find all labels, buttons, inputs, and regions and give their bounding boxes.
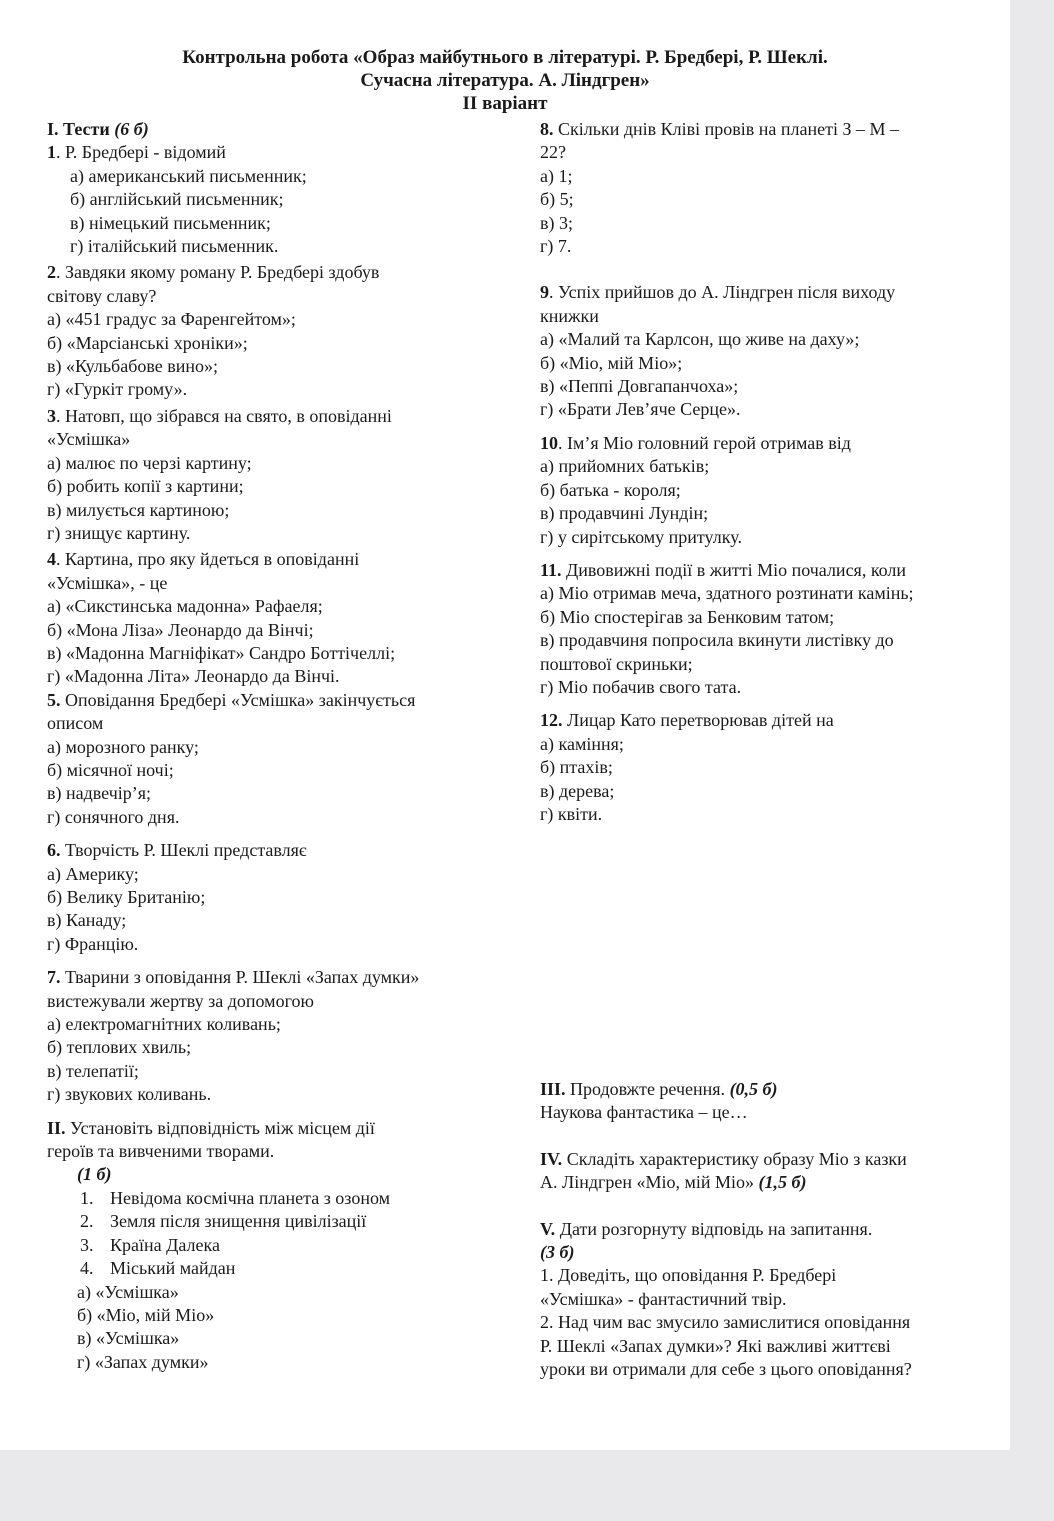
option: г) «Гуркіт грому». (47, 379, 188, 400)
option: г) Міо побачив свого тата. (540, 676, 742, 697)
section-5-line: уроки ви отримали для себе з цього оповідання? (540, 1359, 912, 1380)
option: в) 3; (540, 212, 573, 233)
question-1: 1. Р. Бредбері - відомий а) американський письменник; б) англійський письменник; в) німецький письменник; г) італійський письменник. (47, 141, 419, 258)
place-item: 4. Міський майдан (80, 1258, 236, 1279)
option: в) продавчиня попросила вкинути листівку до (540, 630, 894, 651)
option: а) морозного ранку; (47, 736, 199, 757)
work-item: в) «Усмішка» (77, 1328, 180, 1349)
section-5: V. Дати розгорнуту відповідь на запитання. (3 б) 1. Доведіть, що оповідання Р. Бредбері «Усмішка» - фантастичний твір. 2. Над чим вас змусило замислитися оповідання Р. Шеклі «Запах думки»? Які важливі життєві уроки ви отримали для себе з цього оповідання? (540, 1218, 912, 1382)
option: б) «Марсіанські хроніки»; (47, 332, 248, 353)
option: г) звукових коливань. (47, 1084, 212, 1105)
section-5-line: Р. Шеклі «Запах думки»? Які важливі життєві (540, 1335, 891, 1356)
option: а) «Сикстинська мадонна» Рафаеля; (47, 596, 323, 617)
option: в) продавчині Лундін; (540, 503, 709, 524)
option: в) «Пеппі Довгапанчоха»; (540, 376, 739, 397)
question-9: 9. Успіх прийшов до А. Ліндгрен після виходу книжки а) «Малий та Карлсон, що живе на даху»; б) «Міо, мій Міо»; в) «Пеппі Довгапанчоха»; г) «Брати Лев’яче Серце». (540, 281, 914, 421)
place-item: 1. Невідома космічна планета з озоном (80, 1187, 390, 1208)
option: б) Велику Британію; (47, 887, 206, 907)
option: а) «Малий та Карлсон, що живе на даху»; (540, 329, 860, 350)
right-column (540, 118, 914, 826)
option: а) каміння; (540, 733, 624, 754)
section-3: ІІІ. Продовжте речення. (0,5 б) Наукова фантастика – це… (540, 1079, 778, 1123)
option: в) дерева; (540, 780, 615, 801)
work-item: г) «Запах думки» (77, 1351, 209, 1372)
section-5-line: 2. Над чим вас змусило замислитися оповідання (540, 1312, 911, 1333)
question-8: 8. Скільки днів Кліві провів на планеті З – М – 22? а) 1; б) 5; в) 3; г) 7. (540, 118, 914, 258)
option: г) «Мадонна Літа» Леонардо да Вінчі. (47, 666, 340, 687)
question-6: 6. Творчість Р. Шеклі представляє а) Америку; б) Велику Британію; в) Канаду; г) Францію. (47, 839, 419, 956)
question-11: 11. Дивовижні події в житті Міо почалися, коли а) Міо отримав меча, здатного розтинати камінь; б) Міо спостерігав за Бенковим татом; в) продавчиня попросила вкинути листівку до поштової скриньки; г) Міо побачив свого тата. (540, 559, 914, 699)
option: б) «Міо, мій Міо»; (540, 352, 683, 373)
option: в) «Кульбабове вино»; (47, 356, 218, 377)
section-2: ІІ. Установіть відповідність між місцем дії героїв та вивченими творами. (1 б) 1. Невідома космічна планета з озоном 2. Земля після знищення цивілізації 3. Країна Далека 4. Міський майдан а) «Усмішка» б) «Міо, мій Міо» в) «Усмішка» г) «Запах думки» (47, 1117, 419, 1374)
question-5: 5. Оповідання Бредбері «Усмішка» закінчується описом а) морозного ранку; б) місячної ночі; в) надвечір’я; г) сонячного дня. (47, 689, 419, 829)
option: г) квіти. (540, 803, 603, 824)
option: а) електромагнітних коливань; (47, 1014, 281, 1035)
question-3: 3. Натовп, що зібрався на свято, в оповіданні «Усмішка» а) малює по черзі картину; б) робить копії з картини; в) милується картиною; г) знищує картину. (47, 405, 419, 545)
option: в) телепатії; (47, 1060, 139, 1081)
title-line-2: Сучасна література. А. Ліндгрен» (360, 70, 650, 91)
option: в) Канаду; (47, 910, 127, 931)
option: г) у сирітському притулку. (540, 526, 742, 547)
option: а) «451 градус за Фаренгейтом»; (47, 309, 296, 330)
question-12: 12. Лицар Като перетворював дітей на а) каміння; б) птахів; в) дерева; г) квіти. (540, 709, 914, 826)
section-1-heading: І. Тести (6 б) (47, 119, 149, 139)
option: б) 5; (540, 189, 574, 210)
work-item: б) «Міо, мій Міо» (77, 1304, 215, 1325)
section-4: ІV. Складіть характеристику образу Міо з казки А. Ліндгрен «Міо, мій Міо» (1,5 б) (540, 1148, 907, 1193)
option: б) теплових хвиль; (47, 1037, 192, 1058)
option: б) англійський письменник; (70, 189, 284, 210)
option: а) 1; (540, 165, 573, 186)
option: г) Францію. (47, 933, 139, 954)
right-lower-column (540, 1078, 912, 1381)
option: а) прийомних батьків; (540, 456, 710, 477)
question-4: 4. Картина, про яку йдеться в оповіданні «Усмішка», - це а) «Сикстинська мадонна» Рафаеля; б) «Мона Ліза» Леонардо да Вінчі; в) «Мадонна Магніфікат» Сандро Боттічеллі; г) «Мадонна Літа» Леонардо да Вінчі. (47, 548, 419, 688)
option: в) «Мадонна Магніфікат» Сандро Боттічеллі; (47, 642, 396, 663)
section-5-line: 1. Доведіть, що оповідання Р. Бредбері (540, 1265, 837, 1286)
work-item: а) «Усмішка» (77, 1281, 179, 1302)
option: а) Америку; (47, 863, 139, 884)
option: в) німецький письменник; (70, 212, 271, 233)
left-column (47, 118, 419, 1374)
option: б) місячної ночі; (47, 759, 174, 780)
option: г) 7. (540, 236, 572, 257)
option: в) милується картиною; (47, 499, 230, 520)
option: г) італійський письменник. (70, 236, 279, 257)
option: б) робить копії з картини; (47, 476, 244, 497)
option: а) Міо отримав меча, здатного розтинати камінь; (540, 583, 914, 604)
option: б) батька - короля; (540, 479, 681, 500)
option: а) малює по черзі картину; (47, 452, 252, 473)
option: б) птахів; (540, 757, 613, 778)
option: в) надвечір’я; (47, 783, 152, 804)
document-title (0, 46, 1010, 115)
question-10: 10. Ім’я Міо головний герой отримав від а) прийомних батьків; б) батька - короля; в) продавчині Лундін; г) у сирітському притулку. (540, 432, 914, 549)
question-2: 2. Завдяки якому роману Р. Бредбері здобув світову славу? а) «451 градус за Фаренгейтом»; б) «Марсіанські хроніки»; в) «Кульбабове вино»; г) «Гуркіт грому». (47, 261, 419, 401)
option: а) американський письменник; (70, 165, 307, 186)
title-variant: ІІ варіант (462, 93, 548, 114)
section-5-line: «Усмішка» - фантастичний твір. (540, 1288, 787, 1309)
title-line-1: Контрольна робота «Образ майбутнього в літературі. Р. Бредбері, Р. Шеклі. (182, 47, 828, 68)
option: г) знищує картину. (47, 522, 191, 543)
option: б) «Мона Ліза» Леонардо да Вінчі; (47, 619, 314, 640)
option: г) «Брати Лев’яче Серце». (540, 399, 741, 420)
option: г) сонячного дня. (47, 806, 180, 827)
option: б) Міо спостерігав за Бенковим татом; (540, 606, 835, 627)
place-item: 3. Країна Далека (80, 1234, 220, 1255)
place-item: 2. Земля після знищення цивілізації (80, 1211, 367, 1232)
question-7: 7. Тварини з оповідання Р. Шеклі «Запах думки» вистежували жертву за допомогою а) електромагнітних коливань; б) теплових хвиль; в) телепатії; г) звукових коливань. (47, 966, 419, 1106)
option: поштової скриньки; (540, 653, 693, 674)
